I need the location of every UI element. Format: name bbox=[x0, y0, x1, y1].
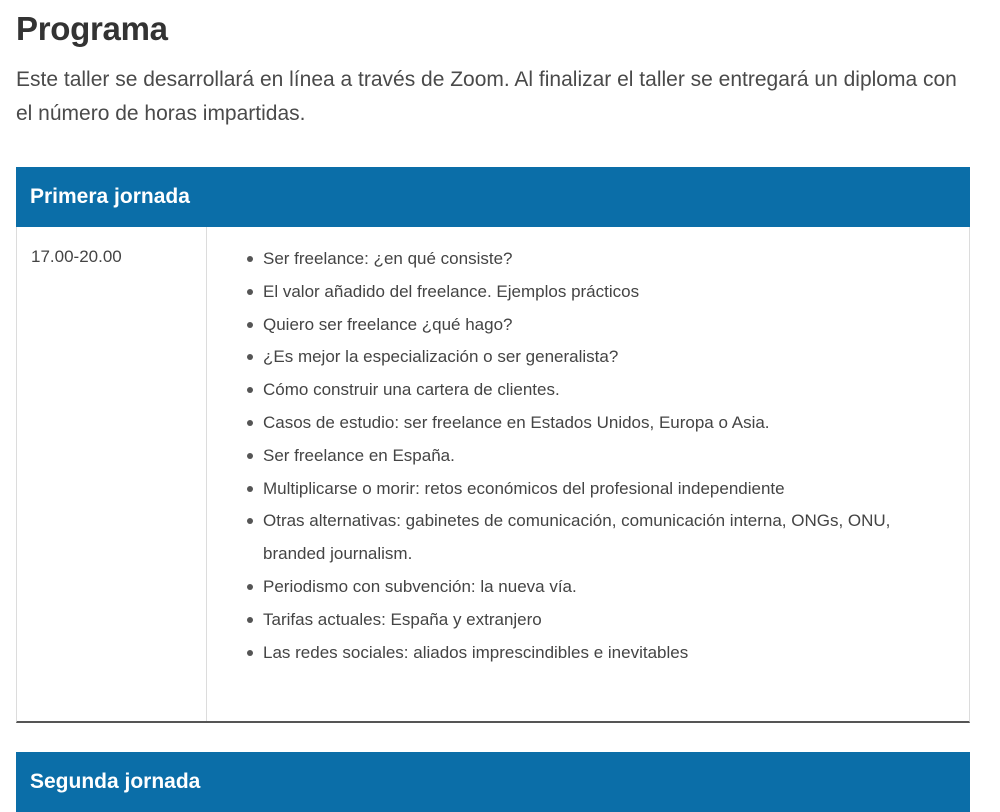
topic-text: ¿Es mejor la especialización o ser generalista? bbox=[263, 347, 619, 367]
topic-text: Quiero ser freelance ¿qué hago? bbox=[263, 314, 513, 334]
bullet-icon bbox=[247, 256, 253, 262]
day-header: Primera jornada bbox=[16, 167, 970, 227]
list-item bbox=[247, 341, 929, 374]
list-item bbox=[247, 473, 929, 506]
topics-cell bbox=[207, 227, 969, 721]
bullet-icon bbox=[247, 486, 253, 492]
list-item bbox=[247, 374, 929, 407]
list-item bbox=[247, 604, 929, 637]
topic-text: Periodismo con subvención: la nueva vía. bbox=[263, 576, 577, 596]
bullet-icon bbox=[247, 617, 253, 623]
bullet-icon bbox=[247, 387, 253, 393]
bullet-icon bbox=[247, 289, 253, 295]
bullet-icon bbox=[247, 584, 253, 590]
list-item bbox=[247, 309, 929, 342]
list-item bbox=[247, 440, 929, 473]
day-body bbox=[17, 227, 969, 721]
topic-text: Casos de estudio: ser freelance en Estados Unidos, Europa o Asia. bbox=[263, 412, 770, 432]
bullet-icon bbox=[247, 420, 253, 426]
topic-text: Cómo construir una cartera de clientes. bbox=[263, 380, 560, 400]
topic-text: Las redes sociales: aliados imprescindibles e inevitables bbox=[263, 642, 689, 662]
bullet-icon bbox=[247, 322, 253, 328]
list-item bbox=[247, 276, 929, 309]
topic-text: El valor añadido del freelance. Ejemplos prácticos bbox=[263, 281, 640, 301]
topic-text: Ser freelance en España. bbox=[263, 445, 455, 465]
topic-text: Ser freelance: ¿en qué consiste? bbox=[263, 249, 513, 268]
list-item bbox=[247, 571, 929, 604]
day-header: Segunda jornada bbox=[16, 752, 970, 812]
topic-text: Tarifas actuales: España y extranjero bbox=[263, 609, 542, 629]
time-cell: 17.00-20.00 bbox=[17, 227, 207, 721]
list-item bbox=[247, 243, 929, 276]
bullet-icon bbox=[247, 650, 253, 656]
schedule-table-day-2 bbox=[16, 752, 970, 812]
topic-text: Multiplicarse o morir: retos económicos del profesional independiente bbox=[263, 478, 785, 498]
schedule-table-day-1 bbox=[16, 167, 970, 723]
page-title: Programa bbox=[16, 10, 168, 47]
list-item bbox=[247, 407, 929, 440]
list-item bbox=[247, 505, 929, 571]
intro-text: Este taller se desarrollará en línea a través de Zoom. Al finalizar el taller se entregará un diploma con el número de horas impartidas. bbox=[16, 68, 957, 125]
bullet-icon bbox=[247, 518, 253, 524]
topics-list bbox=[247, 243, 929, 669]
bullet-icon bbox=[247, 453, 253, 459]
topic-text: Otras alternativas: gabinetes de comunicación, comunicación interna, ONGs, ONU, branded journalism. bbox=[263, 511, 891, 564]
list-item bbox=[247, 637, 929, 670]
bullet-icon bbox=[247, 354, 253, 360]
